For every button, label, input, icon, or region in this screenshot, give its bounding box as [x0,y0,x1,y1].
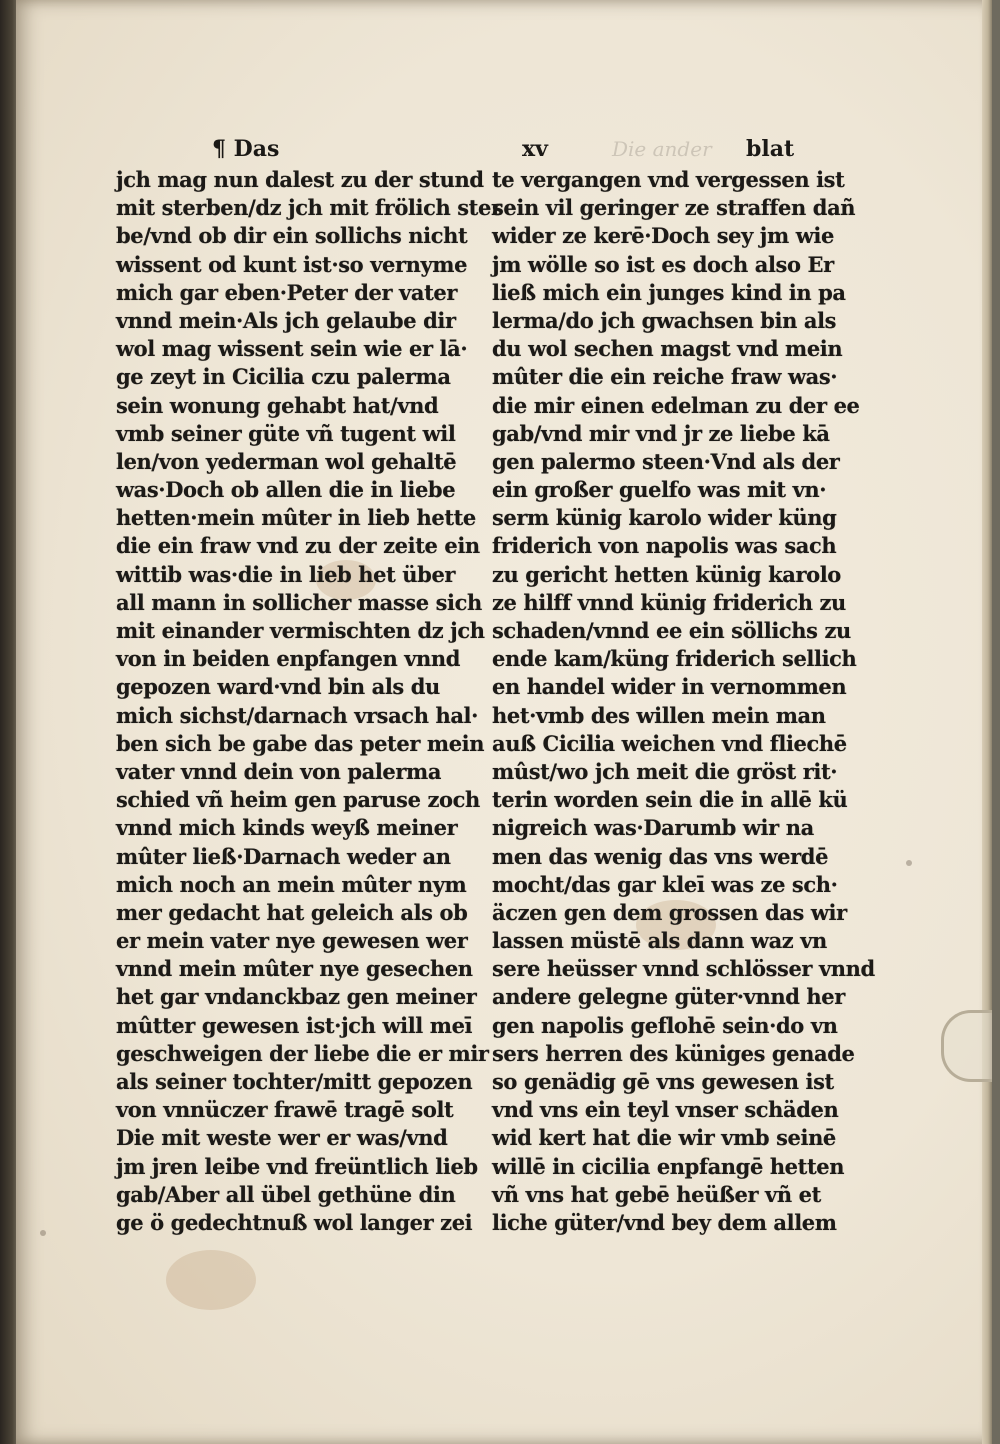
text-line: Die mit weste wer er was/vnd [116,1125,448,1151]
text-line: vnnd mein·Als jch gelaube dir [116,307,456,333]
text-line: ein großer guelfo was mit vn· [492,477,827,503]
text-line: mit sterben/dz jch mit frölich ster [116,195,502,221]
text-line: ze hilff vnnd künig friderich zu [492,589,846,615]
text-line: du wol sechen magst vnd mein [492,336,843,362]
text-line: von vnnüczer frawē tragē solt [116,1097,454,1123]
text-line: gab/Aber all übel gethüne din [116,1181,456,1207]
text-line: lassen müstē als dann waz vn [492,928,827,954]
text-line: all mann in sollicher masse sich [116,589,482,615]
text-line: ge zeyt in Cicilia czu palerma [116,364,451,390]
text-line: schied vñ heim gen paruse zoch [116,787,480,813]
text-line: sein vil geringer ze straffen dañ [492,195,856,221]
text-line: von in beiden enpfangen vnnd [116,646,461,672]
text-line: mûter die ein reiche fraw was· [492,364,838,390]
text-line: vnd vns ein teyl vnser schäden [492,1097,839,1123]
text-line: ende kam/küng friderich sellich [492,646,857,672]
folio-number: xv [522,136,548,162]
text-line: het·vmb des willen mein man [492,702,826,728]
text-line: vmb seiner güte vñ tugent wil [116,420,456,446]
text-line: mûtter gewesen ist·jch will meī [116,1012,473,1038]
text-line: liche güter/vnd bey dem allem [492,1209,837,1235]
text-line: mit einander vermischten dz jch [116,618,485,643]
text-line: jm jren leibe vnd freüntlich lieb [116,1153,478,1179]
text-line: wider ze kerē·Doch sey jm wie [492,223,834,249]
text-line: men das wenig das vns werdē [492,843,829,869]
text-line: friderich von napolis was sach [492,533,837,559]
text-line: mocht/das gar kleī was ze sch· [492,871,838,897]
foxing-stain [166,1250,256,1310]
text-line: jm wölle so ist es doch also Er [492,251,834,277]
text-line: hetten·mein mûter in lieb hette [116,505,476,531]
text-line: jch mag nun dalest zu der stund [116,167,484,192]
running-head-left: ¶ Das [212,136,280,162]
text-line: vater vnnd dein von palerma [116,758,442,784]
text-line: auß Cicilia weichen vnd fliechē [492,730,847,756]
text-line: die ein fraw vnd zu der zeite ein [116,533,480,559]
clasp-mark [941,1010,992,1082]
text-line: sers herren des küniges genade [492,1040,855,1066]
text-line: vnnd mein mûter nye gesechen [116,956,473,982]
text-column-left [116,166,502,1237]
page-edge [982,0,992,1444]
text-line: mûst/wo jch meit die gröst rit· [492,758,838,784]
text-line: geschweigen der liebe die er mir [116,1040,489,1066]
text-line: ließ mich ein junges kind in pa [492,279,846,305]
text-line: mer gedacht hat geleich als ob [116,899,468,925]
text-line: andere gelegne güter·vnnd her [492,984,845,1010]
ink-speck [40,1230,46,1236]
text-line: vnnd mich kinds weyß meiner [116,815,458,841]
text-line: er mein vater nye gewesen wer [116,928,468,954]
text-line: te vergangen vnd vergessen ist [492,167,845,192]
text-line: wol mag wissent sein wie er lā· [116,336,468,362]
text-line: so genädig gē vns gewesen ist [492,1069,834,1094]
text-line: zu gericht hetten künig karolo [492,561,841,587]
text-line: en handel wider in vernommen [492,674,847,700]
text-line: mich sichst/darnach vrsach hal· [116,702,479,728]
text-line: gen palermo steen·Vnd als der [492,448,840,474]
text-line: wissent od kunt ist·so vernyme [116,251,468,277]
text-line: ben sich be gabe das peter mein [116,730,485,756]
text-line: be/vnd ob dir ein sollichs nicht [116,223,468,249]
text-line: als seiner tochter/mitt gepozen [116,1069,473,1094]
text-line: sere heüsser vnnd schlösser vnnd [492,956,875,982]
text-line: het gar vndanckbaz gen meiner [116,984,477,1010]
text-line: lerma/do jch gwachsen bin als [492,307,837,333]
text-line: terin worden sein die in allē kü [492,787,848,813]
text-line: willē in cicilia enpfangē hetten [492,1153,845,1179]
text-line: mich noch an mein mûter nym [116,871,467,897]
text-line: sein wonung gehabt hat/vnd [116,392,439,418]
text-line: wid kert hat die wir vmb seinē [492,1125,836,1151]
text-line: serm künig karolo wider küng [492,505,837,531]
ink-speck [906,860,912,866]
text-line: gen napolis geflohē sein·do vn [492,1012,838,1038]
text-line: vñ vns hat gebē heüßer vñ et [492,1181,821,1207]
text-line: äczen gen dem grossen das wir [492,899,847,925]
text-line: mûter ließ·Darnach weder an [116,843,451,869]
text-line: wittib was·die in lieb het über [116,561,456,587]
text-line: len/von yederman wol gehaltē [116,448,457,474]
text-line: gepozen ward·vnd bin als du [116,674,440,700]
text-line: die mir einen edelman zu der ee [492,392,860,418]
text-line: mich gar eben·Peter der vater [116,279,457,305]
text-line: nigreich was·Darumb wir na [492,815,814,841]
show-through-text: Die ander [612,137,712,161]
running-head-right: blat [746,136,795,162]
text-column-right [492,166,875,1237]
text-line: schaden/vnnd ee ein söllichs zu [492,618,851,643]
text-line: ge ö gedechtnuß wol langer zei [116,1209,473,1235]
text-line: was·Doch ob allen die in liebe [116,477,456,503]
text-line: gab/vnd mir vnd jr ze liebe kā [492,420,830,446]
